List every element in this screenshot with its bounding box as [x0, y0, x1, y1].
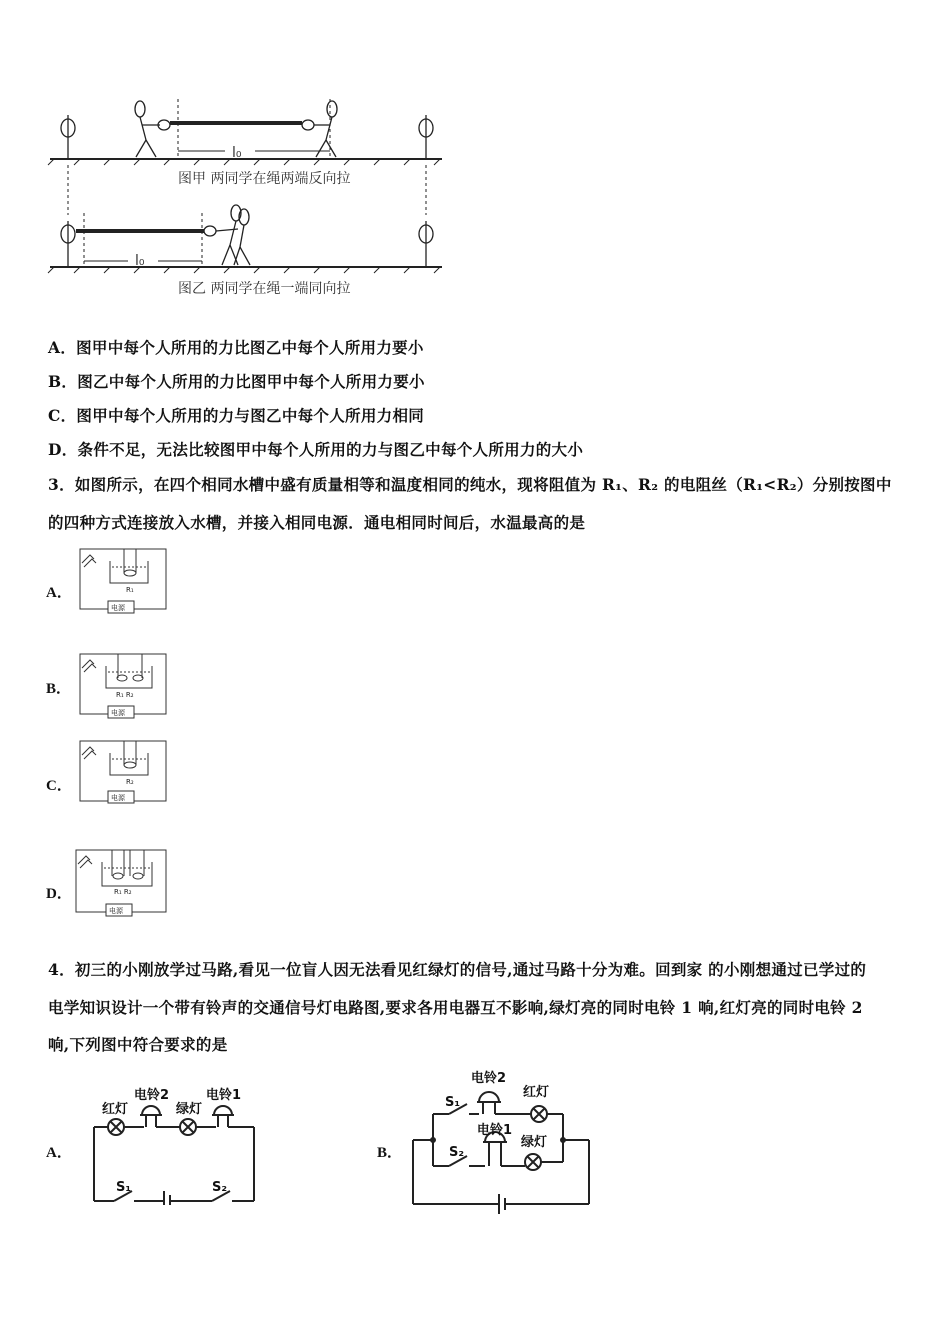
- q3-option-b-label: B．: [46, 681, 72, 697]
- q4b-bell1: 电铃1: [477, 1123, 513, 1138]
- q4b-switch-s1: S₁: [445, 1095, 461, 1110]
- q3-stem-line2: 的四种方式连接放入水槽，并接入相同电源．通电相同时间后，水温最高的是: [48, 513, 586, 532]
- q4a-switch-s2: S₂: [212, 1180, 228, 1195]
- q4a-switch-s1: S₁: [116, 1180, 132, 1195]
- q3-b-source: 电源: [111, 709, 125, 717]
- q3-d-source: 电源: [109, 907, 123, 915]
- q3-option-a-label: A．: [46, 585, 72, 601]
- q4-stem-line1: 4．初三的小刚放学过马路,看见一位盲人因无法看见红绿灯的信号,通过马路十分为难。回到家 的小刚想通过已学过的: [48, 960, 867, 979]
- q2-option-b: B．图乙中每个人所用的力比图甲中每个人所用力要小: [48, 372, 425, 391]
- q2-option-d: D．条件不足，无法比较图甲中每个人所用的力与图乙中每个人所用力的大小: [48, 440, 584, 459]
- q3-option-b-circuit: [76, 650, 171, 720]
- q3-option-a-circuit: [76, 545, 171, 615]
- q4b-green-lamp: 绿灯: [521, 1135, 548, 1150]
- caption-jia: 图甲 两同学在绳两端反向拉: [178, 171, 351, 187]
- q4-option-b-circuit: [405, 1062, 600, 1217]
- q3-option-d-label: D．: [46, 886, 72, 902]
- q3-d-resistors: R₁ R₂: [114, 888, 132, 896]
- q4-stem-line3: 响,下列图中符合要求的是: [48, 1035, 228, 1054]
- q4a-bell1: 电铃1: [206, 1088, 242, 1103]
- q3-a-resistor: R₁: [126, 586, 134, 594]
- q3-c-source: 电源: [111, 794, 125, 802]
- q4b-red-lamp: 红灯: [523, 1085, 550, 1100]
- length-label-bottom: l₀: [135, 253, 145, 269]
- rope-figure: [40, 95, 460, 305]
- q3-option-d-circuit: [72, 846, 172, 918]
- q4-option-a-circuit: [88, 1075, 268, 1205]
- q3-option-c-label: C．: [46, 778, 72, 794]
- q3-b-resistors: R₁ R₂: [116, 691, 134, 699]
- q3-a-source: 电源: [111, 604, 125, 612]
- length-label-top: l₀: [232, 145, 242, 161]
- q3-c-resistor: R₂: [126, 778, 134, 786]
- caption-yi: 图乙 两同学在绳一端同向拉: [178, 281, 351, 297]
- q3-option-c-circuit: [76, 737, 171, 807]
- q4a-bell2: 电铃2: [134, 1088, 170, 1103]
- q4a-green-lamp: 绿灯: [176, 1102, 203, 1117]
- q4-stem-line2: 电学知识设计一个带有铃声的交通信号灯电路图,要求各用电器互不影响,绿灯亮的同时电铃 1 响,红灯亮的同时电铃 2: [48, 998, 863, 1017]
- q4-option-b-label: B．: [377, 1145, 403, 1161]
- q3-stem-line1: 3．如图所示，在四个相同水槽中盛有质量相等和温度相同的纯水，现将阻值为 R₁、R₂ 的电阻丝（R₁<R₂）分别按图中: [48, 475, 892, 494]
- q4b-bell2: 电铃2: [471, 1071, 507, 1086]
- q4-option-a-label: A．: [46, 1145, 72, 1161]
- q2-option-c: C．图甲中每个人所用的力与图乙中每个人所用力相同: [48, 406, 425, 425]
- q4a-red-lamp: 红灯: [102, 1102, 129, 1117]
- q2-option-a: A．图甲中每个人所用的力比图乙中每个人所用力要小: [48, 338, 424, 357]
- q4b-switch-s2: S₂: [449, 1145, 465, 1160]
